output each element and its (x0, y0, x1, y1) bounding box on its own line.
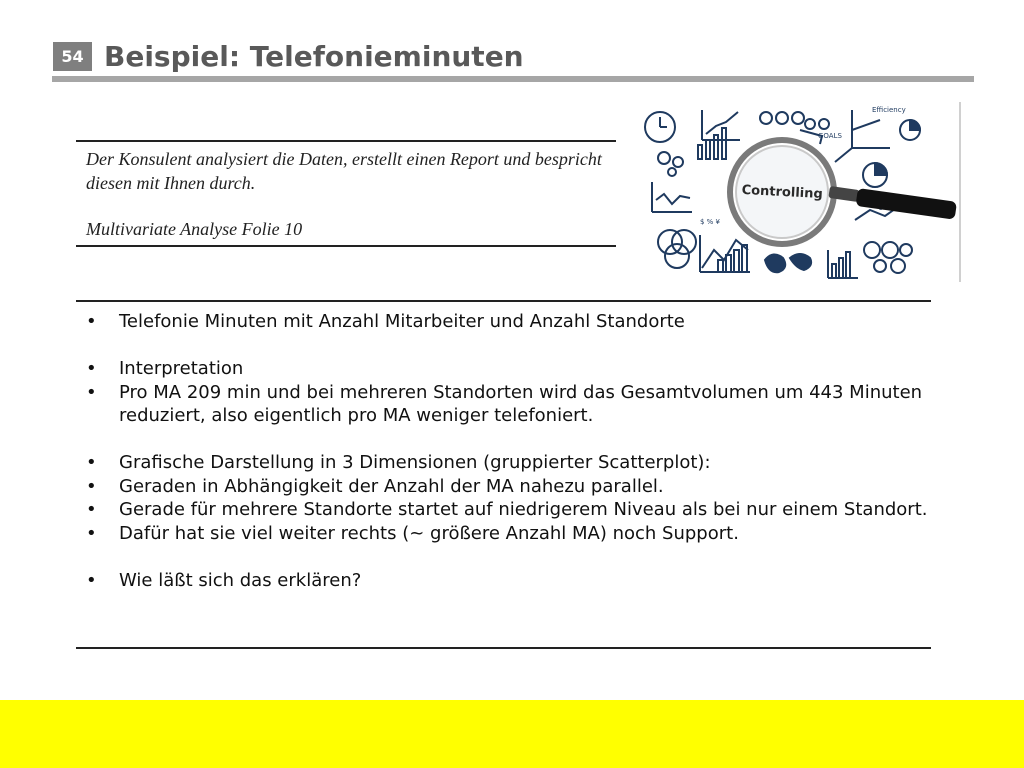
quote-text: Der Konsulent analysiert die Daten, erstellt einen Report und bespricht diesen mit Ihnen durch. (86, 149, 602, 193)
bullet-item: • Pro MA 209 min und bei mehreren Standorten wird das Gesamtvolumen um 443 Minuten reduziert, also eigentlich pro MA weniger telefoniert. (86, 381, 936, 428)
svg-text:Efficiency: Efficiency (872, 106, 906, 114)
illustration-label: Controlling (741, 182, 824, 203)
bullet-spacer (86, 428, 936, 452)
bullet-item: • Gerade für mehrere Standorte startet auf niedrigerem Niveau als bei nur einem Standort. (86, 498, 936, 522)
bullet-item: • Telefonie Minuten mit Anzahl Mitarbeiter und Anzahl Standorte (86, 310, 936, 334)
footer-band (0, 700, 1024, 768)
quote-reference: Multivariate Analyse Folie 10 (86, 219, 303, 239)
controlling-illustration (640, 100, 962, 282)
bullet-spacer (86, 545, 936, 569)
bullet-item: • Geraden in Abhängigkeit der Anzahl der MA nahezu parallel. (86, 475, 936, 499)
content-bottom-rule (76, 647, 931, 649)
quote-top-rule (76, 140, 616, 142)
title-underline (52, 76, 974, 82)
quote-block (86, 147, 606, 241)
bullet-item: • Grafische Darstellung in 3 Dimensionen (gruppierter Scatterplot): (86, 451, 936, 475)
bullet-item: • Wie läßt sich das erklären? (86, 569, 936, 593)
bullet-item: • Interpretation (86, 357, 936, 381)
illustration-edge (959, 102, 961, 282)
bullet-item: • Dafür hat sie viel weiter rechts (~ größere Anzahl MA) noch Support. (86, 522, 936, 546)
slide-title: Beispiel: Telefonieminuten (104, 40, 524, 73)
bullet-spacer (86, 334, 936, 358)
quote-bottom-rule (76, 245, 616, 247)
slide-number: 54 (53, 42, 92, 71)
content-top-rule (76, 300, 931, 302)
svg-text:GOALS: GOALS (818, 132, 842, 140)
bullet-list (86, 310, 936, 592)
svg-text:$ % ¥: $ % ¥ (700, 218, 721, 226)
